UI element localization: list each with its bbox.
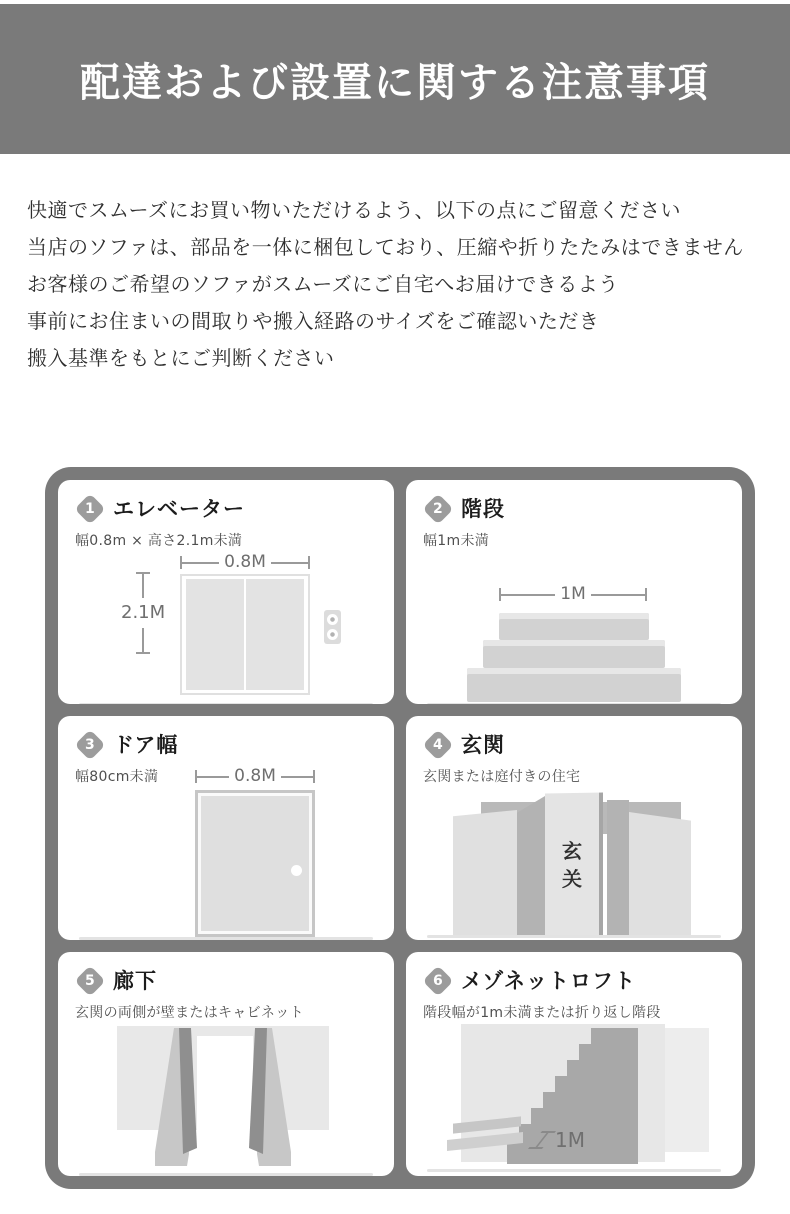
card-header <box>423 729 725 759</box>
card-title: エレベーター <box>113 497 245 521</box>
width-label: 1M <box>555 1128 585 1152</box>
floor-line <box>79 937 373 940</box>
entrance-door-icon <box>545 792 603 936</box>
entrance-door-text: 玄 <box>562 838 582 863</box>
badge-number: 4 <box>433 737 443 753</box>
width-dimension <box>499 586 647 603</box>
width-dimension <box>180 554 310 571</box>
number-badge <box>422 493 453 524</box>
intro-line: お客様のご希望のソファがスムーズにご自宅へお届けできるよう <box>27 272 619 296</box>
card-subtitle: 幅1m未満 <box>423 533 490 549</box>
height-label: 2.1M <box>121 602 166 623</box>
page-title: 配達および設置に関する注意事項 <box>80 59 710 106</box>
card-entrance <box>406 716 742 940</box>
width-label: 0.8M <box>234 766 276 786</box>
width-dimension <box>195 768 315 785</box>
floor-line <box>79 1173 373 1176</box>
card-maisonette-loft <box>406 952 742 1176</box>
card-stairs <box>406 480 742 704</box>
width-dimension <box>535 1128 585 1152</box>
door-icon <box>195 790 315 937</box>
card-title: メゾネットロフト <box>461 969 636 993</box>
card-subtitle: 幅80cm未満 <box>75 769 159 785</box>
steps-icon <box>423 613 725 702</box>
number-badge <box>74 729 105 760</box>
card-title: 玄関 <box>461 733 505 757</box>
card-title: ドア幅 <box>113 733 179 757</box>
card-subtitle: 幅0.8m × 高さ2.1m未満 <box>75 533 243 549</box>
entrance-diagram-icon <box>423 788 725 938</box>
number-badge <box>74 493 105 524</box>
intro-line: 事前にお住まいの間取りや搬入経路のサイズをご確認いただき <box>27 309 600 333</box>
entrance-right-recess <box>607 800 629 936</box>
card-title: 廊下 <box>113 969 157 993</box>
card-subtitle: 玄関または庭付きの住宅 <box>423 769 581 785</box>
card-subtitle: 階段幅が1m未満または折り返し階段 <box>423 1005 661 1021</box>
intro-line: 当店のソファは、部品を一体に梱包しており、圧縮や折りたたみはできません <box>27 235 744 259</box>
intro-line: 搬入基準をもとにご判断ください <box>27 346 335 370</box>
number-badge <box>74 965 105 996</box>
intro-text <box>27 192 766 377</box>
badge-number: 3 <box>85 737 95 753</box>
stairs-diagram-icon <box>423 554 725 704</box>
entrance-right-wall <box>629 812 691 936</box>
floor-line <box>427 1169 721 1172</box>
loft-background-wall <box>665 1028 709 1152</box>
badge-number: 5 <box>85 973 95 989</box>
floor-line <box>427 703 721 704</box>
card-elevator <box>58 480 394 704</box>
card-header <box>423 493 725 523</box>
card-title: 階段 <box>461 497 505 521</box>
door-knob-icon <box>291 865 302 876</box>
entrance-left-wall <box>453 810 517 936</box>
width-label: 1M <box>560 584 586 604</box>
height-dimension <box>121 572 165 696</box>
entrance-door-text: 关 <box>562 866 582 891</box>
notice-banner <box>0 4 790 154</box>
number-badge <box>422 965 453 996</box>
corridor-diagram-icon <box>75 1026 377 1176</box>
card-subtitle: 玄関の両側が壁またはキャビネット <box>75 1005 304 1021</box>
door-diagram-icon <box>75 768 377 940</box>
card-header <box>75 965 377 995</box>
elevator-doors-icon <box>180 574 310 695</box>
elevator-call-buttons-icon <box>324 610 341 644</box>
floor-line <box>79 703 373 704</box>
card-corridor <box>58 952 394 1176</box>
intro-line: 快適でスムーズにお買い物いただけるよう、以下の点にご留意ください <box>27 198 681 222</box>
badge-number: 1 <box>85 501 95 517</box>
card-header <box>75 493 377 523</box>
corridor-doorway <box>197 1036 253 1130</box>
loft-stairs-diagram-icon <box>423 1024 725 1172</box>
entrance-left-recess <box>517 796 545 936</box>
requirements-panel <box>45 467 755 1189</box>
width-label: 0.8M <box>224 552 266 572</box>
elevator-diagram-icon <box>75 554 377 704</box>
number-badge <box>422 729 453 760</box>
card-door-width <box>58 716 394 940</box>
floor-line <box>427 935 721 938</box>
badge-number: 2 <box>433 501 443 517</box>
card-header <box>75 729 377 759</box>
card-header <box>423 965 725 995</box>
badge-number: 6 <box>433 973 443 989</box>
